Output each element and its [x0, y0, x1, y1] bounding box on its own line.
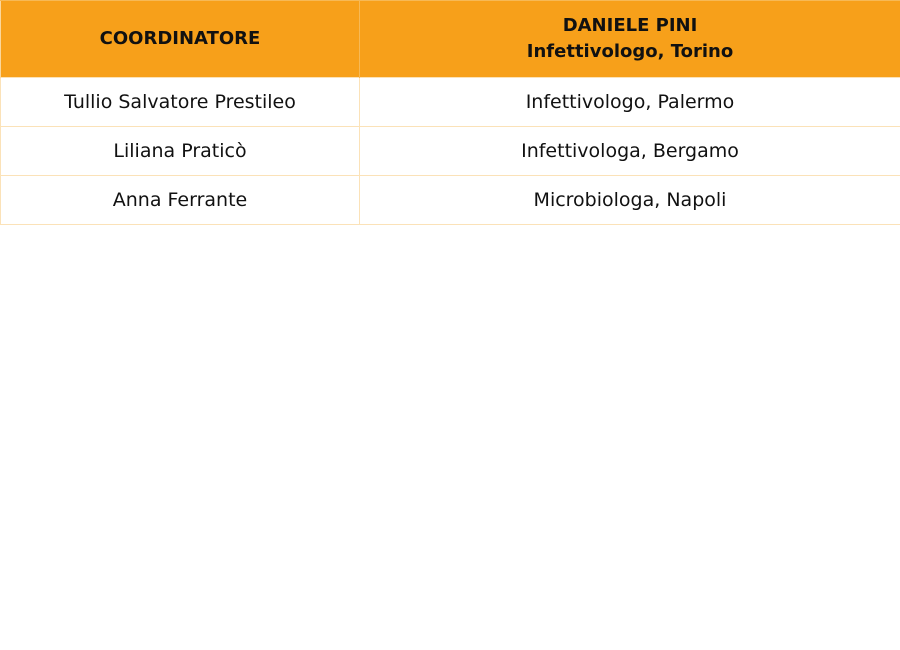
table-row	[1, 127, 900, 176]
member-name: Anna Ferrante	[1, 176, 360, 225]
member-role: Infettivologo, Palermo	[360, 78, 900, 127]
header-coordinator-label	[1, 1, 360, 78]
coordinators-table	[0, 0, 900, 225]
member-role: Microbiologa, Napoli	[360, 176, 900, 225]
coordinator-name: DANIELE PINI	[562, 15, 698, 36]
table-row	[1, 176, 900, 225]
member-role: Infettivologa, Bergamo	[360, 127, 900, 176]
header-coordinator-info	[360, 1, 900, 78]
table-header-row	[1, 1, 900, 78]
member-name: Liliana Praticò	[1, 127, 360, 176]
header-left-text: COORDINATORE	[99, 28, 261, 49]
coordinator-role: Infettivologo, Torino	[526, 41, 734, 62]
member-name: Tullio Salvatore Prestileo	[1, 78, 360, 127]
table-row	[1, 78, 900, 127]
